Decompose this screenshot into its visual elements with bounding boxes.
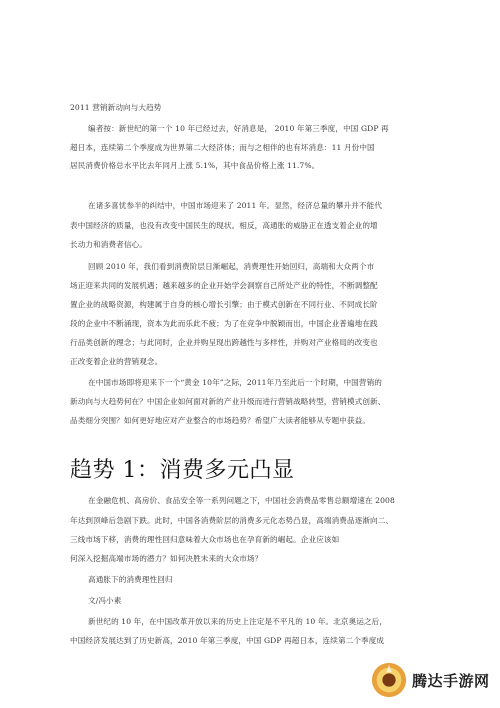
document-title-line: 2011 营销新动向与大趋势 — [70, 103, 162, 112]
paragraph-line: 中国经济发展达到了历史新高，2010 年第三季度，中国 GDP 再超日本，连续第二个季度成 — [70, 636, 385, 645]
paragraph-line: 表中国经济的质量，也没有改变中国民生的现状。相反，高通胀的威胁正在透支着企业的增 — [70, 221, 378, 230]
paragraph-line: 新动向与大趋势何在？中国企业如何面对新的产业升级而进行营销战略转型，营销模式创新、 — [70, 397, 386, 406]
paragraph-line: 居民消费价格总水平比去年同月上涨 5.1%，其中食品价格上涨 11.7%。 — [70, 161, 320, 170]
paragraph-line: 编者按：新世纪的第一个 10 年已经过去，好消息是， 2010 年第三季度，中国 GDP 再 — [88, 124, 389, 133]
paragraph-line: 年达到顶峰后急剧下跌。此时，中国各消费阶层的消费多元化态势凸显，高端消费品逐渐向二、 — [70, 516, 394, 525]
paragraph-line: 超日本，连续第二个季度成为世界第二大经济体；而与之相伴的也有坏消息：11 月份中国 — [70, 143, 375, 152]
paragraph-line: 置企业的战略资源，构建属于自身的核心增长引擎；由于模式创新在不同行业、不同成长阶 — [70, 300, 378, 309]
watermark-logo-icon — [370, 661, 408, 699]
article-subtitle: 高通胀下的消费理性回归 — [88, 575, 173, 584]
paragraph-line: 在诸多喜忧参半的纠结中，中国市场迎来了 2011 年。显然，经济总量的攀升并不能代 — [88, 201, 383, 210]
article-author: 文/冯小素 — [88, 596, 122, 605]
paragraph-line: 新世纪的 10 年，在中国改革开放以来的历史上注定是不平凡的 10 年。北京奥运之后， — [88, 617, 388, 626]
paragraph-line: 场正迎来共同的发展机遇；越来越多的企业开始学会洞察自己所处产业的特性，不断调整配 — [70, 281, 378, 290]
paragraph-line: 品类细分突围？如何更好地应对产业整合的市场趋势？希望广大读者能够从专题中获益。 — [70, 416, 371, 425]
paragraph-line: 何深入挖掘高端市场的潜力？如何决胜未来的大众市场？ — [70, 554, 263, 563]
paragraph-line: 在金融危机、高房价、食品安全等一系列问题之下，中国社会消费品零售总额增速在 2008 — [88, 496, 395, 505]
paragraph-line: 回顾 2010 年，我们看到消费阶层日渐崛起，消费理性开始回归，高端和大众两个市 — [88, 262, 375, 271]
paragraph-line: 三线市场下移，消费的理性回归意味着大众市场也在孕育新的崛起。企业应该如 — [70, 535, 340, 544]
paragraph-line: 正改变着企业的营销观念。 — [70, 357, 163, 366]
site-watermark — [370, 660, 490, 700]
watermark-text: 腾达手游网 — [412, 671, 490, 690]
paragraph-line: 段的企业中不断涌现，资本为此而乐此不疲；为了在竞争中脱颖而出，中国企业普遍地在践 — [70, 319, 378, 328]
paragraph-line: 行品类创新的理念；与此同时，企业并购呈现出跨越性与多样性，并购对产业格局的改变也 — [70, 338, 378, 347]
section-heading: 趋势 1：消费多元凸显 — [70, 458, 295, 483]
paragraph-line: 长动力和消费者信心。 — [70, 240, 147, 249]
paragraph-line: 在中国市场即将迎来下一个“黄金 10年”之际，2011年乃至此后一个时期，中国营销的 — [88, 378, 382, 387]
